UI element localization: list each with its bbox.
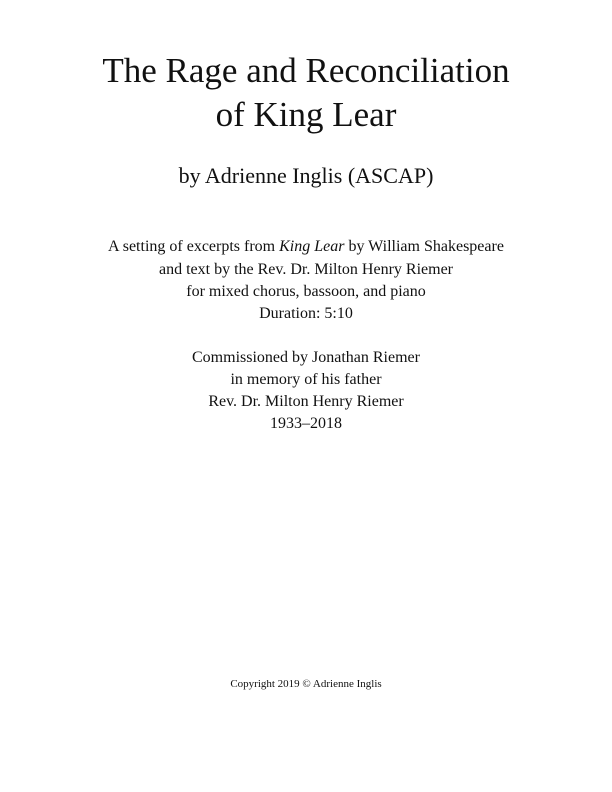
- title-line-2: of King Lear: [215, 95, 397, 134]
- title-line-1: The Rage and Reconciliation: [102, 51, 510, 90]
- commission-line-1: Commissioned by Jonathan Riemer: [192, 349, 420, 366]
- description-line-2: and text by the Rev. Dr. Milton Henry Riemer: [158, 261, 453, 278]
- instrumentation: for mixed chorus, bassoon, and piano: [186, 283, 426, 300]
- commission-line-2: in memory of his father: [230, 371, 382, 388]
- commission-dates: 1933–2018: [270, 415, 342, 432]
- composer-byline: by Adrienne Inglis (ASCAP): [178, 163, 434, 188]
- copyright-notice: Copyright 2019 © Adrienne Inglis: [230, 678, 382, 690]
- duration: Duration: 5:10: [259, 305, 353, 322]
- description-line-1: [0, 236, 612, 258]
- work-title-italic: King Lear: [279, 238, 345, 255]
- description-text-before: A setting of excerpts from: [108, 238, 280, 255]
- commission-line-3: Rev. Dr. Milton Henry Riemer: [208, 393, 404, 410]
- description-text-after: by William Shakespeare: [344, 238, 504, 255]
